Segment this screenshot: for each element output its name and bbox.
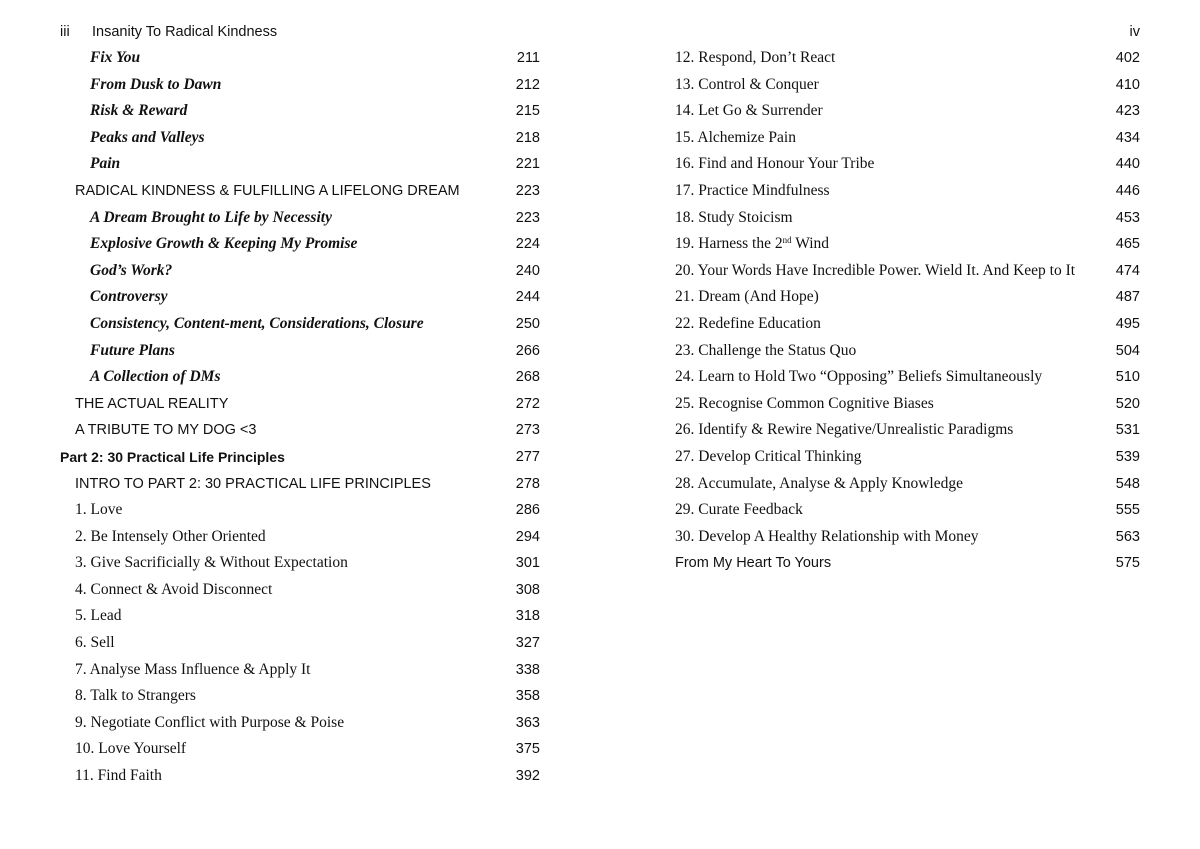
toc-entry-page: 268 bbox=[515, 369, 540, 386]
toc-chapter-title: 10. Love Yourself bbox=[75, 740, 187, 758]
right-toc-column bbox=[675, 45, 1140, 577]
toc-entry[interactable] bbox=[60, 125, 540, 152]
toc-entry-page: 410 bbox=[1115, 76, 1140, 93]
toc-chapter[interactable] bbox=[60, 657, 540, 684]
toc-chapter-title-rest: Wind bbox=[791, 235, 830, 253]
toc-entry-page: 272 bbox=[515, 395, 540, 412]
toc-chapter-title: 5. Lead bbox=[75, 607, 122, 625]
toc-entry-page: 224 bbox=[515, 236, 540, 253]
toc-chapter-title bbox=[675, 231, 829, 258]
toc-entry-page: 446 bbox=[1115, 182, 1140, 199]
toc-entry-page: 211 bbox=[516, 50, 540, 66]
toc-entry-title: A Dream Brought to Life by Necessity bbox=[90, 208, 332, 226]
toc-entry[interactable] bbox=[60, 205, 540, 232]
toc-chapter[interactable] bbox=[675, 471, 1140, 498]
toc-entry-title: Explosive Growth & Keeping My Promise bbox=[90, 235, 358, 253]
toc-chapter-title: 15. Alchemize Pain bbox=[675, 128, 796, 146]
toc-entry-page: 539 bbox=[1115, 448, 1140, 465]
toc-entry-page: 240 bbox=[515, 262, 540, 279]
toc-entry-page: 273 bbox=[515, 422, 540, 439]
toc-chapter[interactable] bbox=[675, 151, 1140, 178]
toc-entry-page: 212 bbox=[515, 76, 540, 93]
ordinal-superscript: nd bbox=[782, 235, 792, 246]
toc-entry-page: 363 bbox=[515, 714, 540, 731]
toc-entry-page: 440 bbox=[1115, 156, 1140, 173]
toc-entry-title: Fix You bbox=[90, 49, 141, 66]
toc-entry-page: 278 bbox=[515, 475, 540, 492]
toc-entry-page: 215 bbox=[515, 103, 540, 120]
toc-chapter[interactable] bbox=[675, 258, 1140, 285]
toc-chapter-title: 23. Challenge the Status Quo bbox=[675, 341, 857, 359]
toc-entry-page: 434 bbox=[1115, 129, 1140, 146]
toc-chapter-title: 11. Find Faith bbox=[75, 767, 162, 785]
toc-entry[interactable] bbox=[60, 98, 540, 125]
toc-chapter-title: 12. Respond, Don’t React bbox=[675, 49, 836, 66]
toc-section[interactable] bbox=[60, 391, 540, 418]
toc-entry-title: Risk & Reward bbox=[90, 102, 188, 120]
right-page-number: iv bbox=[1129, 24, 1140, 40]
toc-entry[interactable] bbox=[60, 364, 540, 391]
toc-chapter-title: 4. Connect & Avoid Disconnect bbox=[75, 580, 273, 598]
toc-entry-title: Peaks and Valleys bbox=[90, 128, 205, 146]
toc-chapter-title: 28. Accumulate, Analyse & Apply Knowledge bbox=[675, 474, 963, 492]
toc-entry-page: 223 bbox=[515, 209, 540, 226]
toc-chapter[interactable] bbox=[675, 205, 1140, 232]
toc-chapter-title: 8. Talk to Strangers bbox=[75, 687, 196, 705]
toc-chapter[interactable] bbox=[675, 98, 1140, 125]
toc-entry-title: Future Plans bbox=[90, 341, 175, 359]
toc-chapter-title: 22. Redefine Education bbox=[675, 314, 821, 332]
toc-chapter[interactable] bbox=[675, 338, 1140, 365]
toc-entry[interactable] bbox=[60, 284, 540, 311]
toc-chapter[interactable] bbox=[675, 45, 1140, 72]
toc-chapter-title: 21. Dream (And Hope) bbox=[675, 288, 819, 306]
running-title: Insanity To Radical Kindness bbox=[92, 24, 278, 40]
toc-chapter[interactable] bbox=[60, 736, 540, 763]
toc-chapter-title: 24. Learn to Hold Two “Opposing” Beliefs Simultaneously bbox=[675, 368, 1043, 386]
toc-chapter[interactable] bbox=[675, 524, 1140, 551]
toc-chapter-title: 3. Give Sacrificially & Without Expectation bbox=[75, 554, 348, 572]
toc-entry-page: 244 bbox=[515, 289, 540, 306]
toc-chapter[interactable] bbox=[60, 710, 540, 737]
toc-chapter-title: 30. Develop A Healthy Relationship with Money bbox=[675, 527, 979, 545]
toc-entry-page: 221 bbox=[515, 156, 540, 173]
toc-chapter-title: 29. Curate Feedback bbox=[675, 501, 803, 519]
toc-chapter-title: 9. Negotiate Conflict with Purpose & Poise bbox=[75, 713, 345, 731]
toc-chapter-title: 7. Analyse Mass Influence & Apply It bbox=[75, 660, 311, 678]
toc-entry-page: 495 bbox=[1115, 315, 1140, 332]
toc-chapter[interactable] bbox=[60, 630, 540, 657]
toc-entry-page: 277 bbox=[515, 448, 540, 465]
toc-chapter[interactable] bbox=[675, 231, 1140, 258]
toc-entry-title: Pain bbox=[90, 155, 121, 173]
toc-entry-page: 465 bbox=[1115, 236, 1140, 253]
toc-entry-page: 555 bbox=[1115, 502, 1140, 519]
toc-chapter[interactable] bbox=[675, 497, 1140, 524]
toc-chapter[interactable] bbox=[60, 497, 540, 524]
toc-chapter[interactable] bbox=[675, 444, 1140, 471]
toc-chapter[interactable] bbox=[675, 311, 1140, 338]
toc-entry-page: 308 bbox=[515, 581, 540, 598]
toc-chapter[interactable] bbox=[60, 683, 540, 710]
toc-chapter-title: 1. Love bbox=[75, 501, 123, 519]
toc-chapter[interactable] bbox=[60, 550, 540, 577]
toc-entry-title: Consistency, Content-ment, Considerations, Closure bbox=[90, 314, 424, 332]
toc-chapter-title: 20. Your Words Have Incredible Power. Wield It. And Keep to It bbox=[675, 261, 1076, 279]
toc-chapter-title-main: 19. Harness the 2 bbox=[675, 235, 783, 253]
toc-entry[interactable] bbox=[60, 151, 540, 178]
toc-entry-page: 301 bbox=[515, 555, 540, 572]
toc-entry-title: From Dusk to Dawn bbox=[90, 75, 222, 93]
toc-chapter-title: 18. Study Stoicism bbox=[675, 208, 793, 226]
toc-entry-page: 286 bbox=[515, 502, 540, 519]
toc-entry-page: 358 bbox=[515, 688, 540, 705]
toc-entry-page: 318 bbox=[515, 608, 540, 625]
toc-entry[interactable] bbox=[60, 72, 540, 99]
toc-entry-page: 327 bbox=[515, 635, 540, 652]
toc-chapter[interactable] bbox=[675, 391, 1140, 418]
toc-entry-page: 423 bbox=[1115, 103, 1140, 120]
toc-section[interactable] bbox=[60, 178, 540, 205]
toc-chapter-title: 2. Be Intensely Other Oriented bbox=[75, 527, 266, 545]
toc-entry-page: 250 bbox=[515, 315, 540, 332]
toc-chapter-title: 14. Let Go & Surrender bbox=[675, 102, 823, 120]
toc-section-title: INTRO TO PART 2: 30 PRACTICAL LIFE PRINCIPLES bbox=[75, 475, 431, 492]
toc-chapter[interactable] bbox=[675, 417, 1140, 444]
toc-section-title: THE ACTUAL REALITY bbox=[75, 395, 229, 412]
toc-chapter[interactable] bbox=[60, 577, 540, 604]
toc-entry[interactable] bbox=[60, 258, 540, 285]
toc-section[interactable] bbox=[60, 471, 540, 498]
toc-entry-page: 338 bbox=[515, 661, 540, 678]
toc-chapter[interactable] bbox=[60, 763, 540, 790]
toc-entry-page: 531 bbox=[1115, 422, 1140, 439]
toc-chapter-title: 6. Sell bbox=[75, 634, 115, 652]
toc-part-title: Part 2: 30 Practical Life Principles bbox=[60, 448, 285, 465]
toc-section-title: A TRIBUTE TO MY DOG <3 bbox=[75, 422, 257, 439]
toc-entry-page: 218 bbox=[515, 129, 540, 146]
toc-chapter[interactable] bbox=[675, 364, 1140, 391]
toc-chapter[interactable] bbox=[675, 284, 1140, 311]
toc-entry-page: 392 bbox=[515, 768, 540, 785]
toc-entry-page: 548 bbox=[1115, 475, 1140, 492]
toc-chapter[interactable] bbox=[675, 178, 1140, 205]
toc-entry-page: 402 bbox=[1115, 50, 1140, 66]
toc-entry[interactable] bbox=[60, 231, 540, 258]
left-page-number: iii bbox=[60, 24, 70, 40]
toc-chapter-title: 25. Recognise Common Cognitive Biases bbox=[675, 394, 934, 412]
toc-closing-entry[interactable] bbox=[675, 550, 1140, 577]
toc-entry[interactable] bbox=[60, 311, 540, 338]
left-page-header bbox=[60, 22, 277, 42]
toc-entry-page: 487 bbox=[1115, 289, 1140, 306]
toc-section[interactable] bbox=[60, 417, 540, 444]
toc-entry-page: 474 bbox=[1115, 262, 1140, 279]
toc-entry-page: 563 bbox=[1115, 528, 1140, 545]
toc-chapter-title: 16. Find and Honour Your Tribe bbox=[675, 155, 875, 173]
toc-entry-page: 223 bbox=[515, 182, 540, 199]
toc-entry[interactable] bbox=[60, 338, 540, 365]
toc-chapter[interactable] bbox=[675, 125, 1140, 152]
toc-chapter-title: 13. Control & Conquer bbox=[675, 75, 819, 93]
toc-part-heading[interactable] bbox=[60, 444, 540, 471]
toc-chapter[interactable] bbox=[675, 72, 1140, 99]
toc-entry-page: 504 bbox=[1115, 342, 1140, 359]
toc-chapter[interactable] bbox=[60, 524, 540, 551]
toc-chapter[interactable] bbox=[60, 603, 540, 630]
left-toc-column bbox=[60, 45, 540, 790]
toc-entry-title: God’s Work? bbox=[90, 261, 173, 279]
toc-closing-title: From My Heart To Yours bbox=[675, 555, 832, 572]
toc-chapter-title: 27. Develop Critical Thinking bbox=[675, 447, 862, 465]
toc-entry[interactable] bbox=[60, 45, 540, 72]
toc-entry-page: 294 bbox=[515, 528, 540, 545]
toc-chapter-title: 26. Identify & Rewire Negative/Unrealistic Paradigms bbox=[675, 421, 1014, 439]
toc-entry-page: 453 bbox=[1115, 209, 1140, 226]
toc-entry-page: 510 bbox=[1115, 369, 1140, 386]
toc-entry-page: 375 bbox=[515, 741, 540, 758]
toc-entry-page: 575 bbox=[1115, 555, 1140, 572]
toc-entry-title: A Collection of DMs bbox=[90, 368, 221, 386]
toc-section-title: RADICAL KINDNESS & FULFILLING A LIFELONG DREAM bbox=[75, 182, 460, 199]
toc-entry-page: 520 bbox=[1115, 395, 1140, 412]
toc-entry-title: Controversy bbox=[90, 288, 168, 306]
toc-chapter-title: 17. Practice Mindfulness bbox=[675, 181, 830, 199]
toc-entry-page: 266 bbox=[515, 342, 540, 359]
